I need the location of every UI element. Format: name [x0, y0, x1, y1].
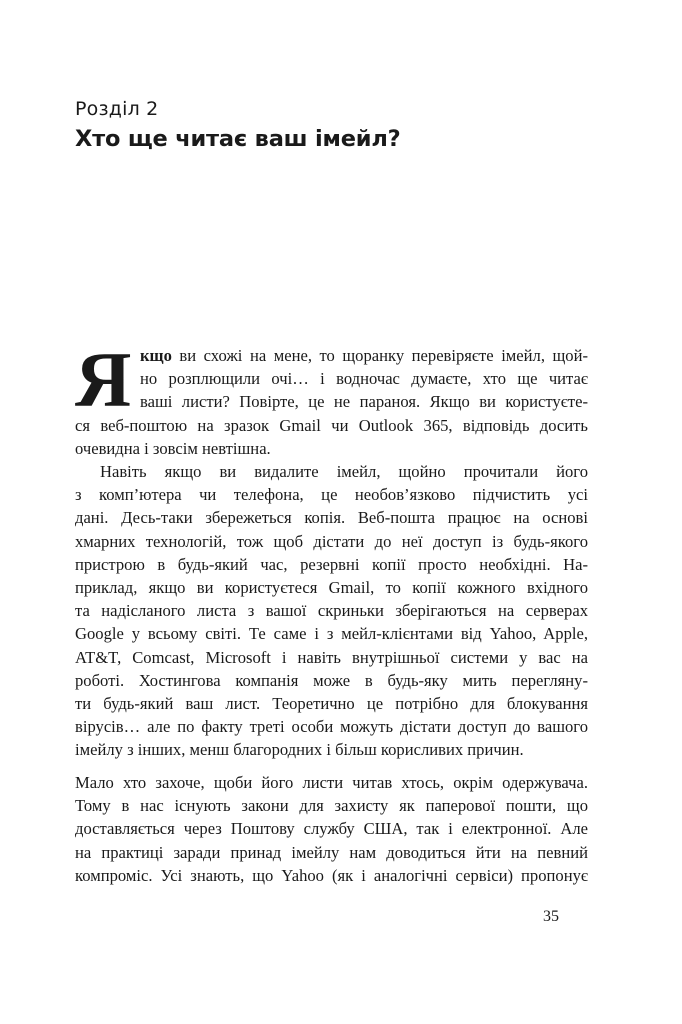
paragraph-line: пристрою в будь-який час, резервні копії просто необхідні. На- [75, 554, 588, 574]
lead-word: кщо [140, 346, 172, 365]
chapter-title: Хто ще читає ваш імейл? [75, 126, 401, 152]
paragraph-line: очевидна і зовсім невтішна. [75, 438, 271, 458]
paragraph-line: хмарних технологій, тож щоб дістати до неї доступ із будь-якого [75, 531, 588, 551]
paragraph-line: імейлу з інших, менш благородних і більш корисливих причин. [75, 740, 524, 760]
paragraph-section [75, 771, 588, 887]
paragraph-line: доставляється через Поштову службу США, так і електронної. Але [75, 819, 588, 839]
paragraph-line: но розплющили очі… і водночас думаєте, хто ще читає [140, 369, 588, 389]
paragraph-line: AT&T, Comcast, Microsoft і навіть внутрішньої системи у вас на [75, 647, 588, 667]
page-number: 35 [543, 908, 559, 925]
paragraph-line: Google у всьому світі. Те саме і з мейл-клієнтами від Yahoo, Apple, [75, 624, 588, 644]
paragraph-line: та надісланого листа з вашої скриньки зберігаються на серверах [75, 601, 588, 621]
paragraph-line: ти будь-який ваш лист. Теоретично це потрібно для блокування [75, 693, 588, 713]
paragraph-line: ваші листи? Повірте, це не параноя. Якщо ви користуєте- [140, 392, 588, 412]
paragraph-intro [75, 344, 588, 460]
paragraph-line: Мало хто захоче, щоби його листи читав хтось, окрім одержувача. [75, 773, 588, 792]
paragraph-line: роботі. Хостингова компанія може в будь-яку мить переглянy- [75, 670, 588, 690]
paragraph-line: вірусів… але по факту треті особи можуть дістати доступ до вашого [75, 717, 588, 737]
first-line-text: ви схожі на мене, то щоранку перевіряєте імейл, щой- [171, 346, 588, 365]
paragraph-line: Тому в нас існують закони для захисту як паперової пошти, що [75, 796, 588, 816]
paragraph-line [75, 344, 588, 367]
paragraph-line: на практиці заради принад імейлу нам доводиться йти на певний [75, 842, 588, 862]
drop-cap: Я [75, 336, 132, 423]
paragraph-body [75, 460, 588, 761]
paragraph-line: з комп’ютера чи телефона, це необов’язково підчистить усі [75, 485, 588, 505]
paragraph-line: приклад, якщо ви користуєтеся Gmail, то копії кожного вхідного [75, 577, 588, 597]
chapter-label: Розділ 2 [75, 98, 159, 120]
paragraph-line: компроміс. Усі знають, що Yahoo (як і аналогічні сервіси) пропонує [75, 865, 588, 885]
paragraph-line: ся веб-поштою на зразок Gmail чи Outlook 365, відповідь досить [75, 415, 588, 435]
paragraph-line: Навіть якщо ви видалите імейл, щойно прочитали його [100, 462, 588, 481]
paragraph-line: дані. Десь-таки збережеться копія. Веб-пошта працює на основі [75, 508, 588, 528]
